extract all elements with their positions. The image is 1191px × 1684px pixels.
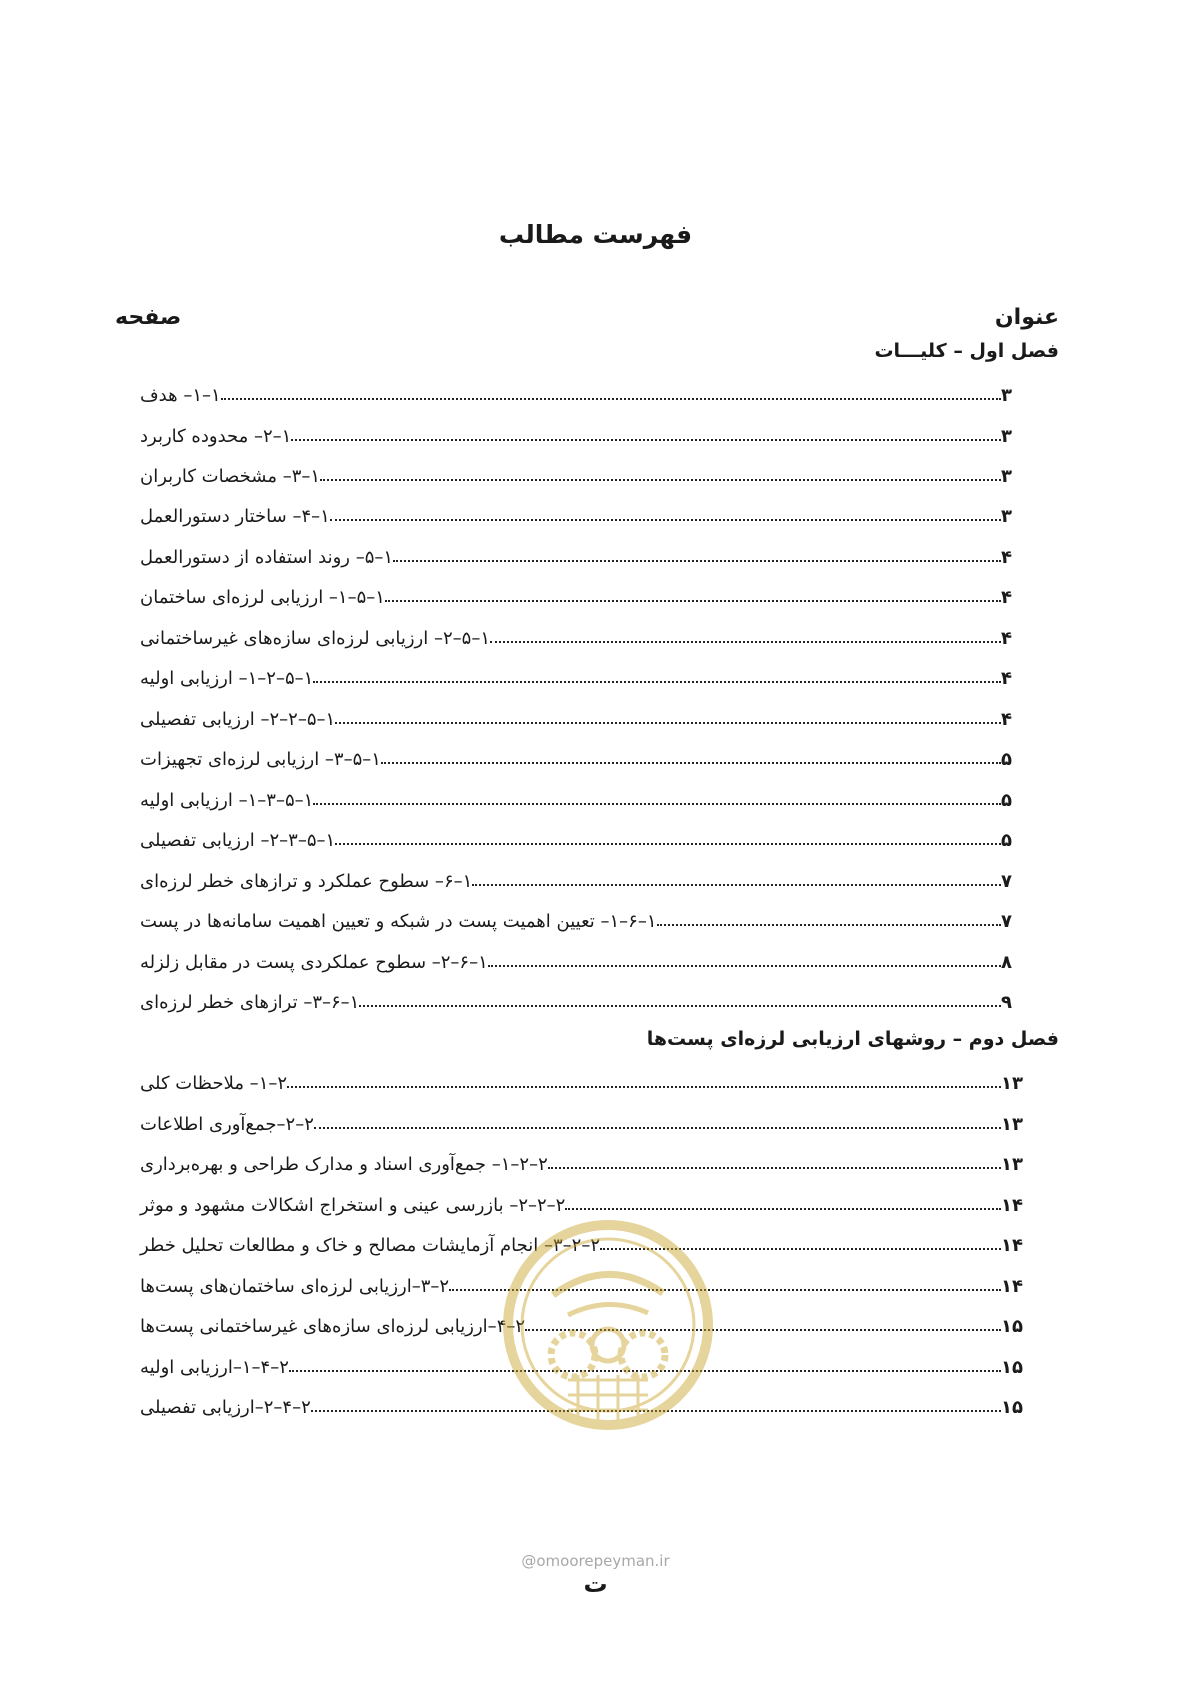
dot-leader (472, 884, 1001, 886)
toc-entry-title: ۲–۲–۱– جمع‌آوری اسناد و مدارک طراحی و بهره‌برداری (140, 1154, 548, 1175)
toc-entry (138, 1390, 1031, 1418)
toc-entry-page: ۱۳ (1001, 1154, 1023, 1175)
dot-leader (488, 965, 1001, 967)
toc-entry-title: ۱–۴– ساختار دستورالعمل (140, 506, 330, 527)
dot-leader (335, 722, 1001, 724)
toc-entry-title: ۱–۶–۱– تعیین اهمیت پست در شبکه و تعیین اهمیت سامانه‌ها در پست (140, 911, 657, 932)
toc-entry (138, 864, 1031, 892)
toc-entry-title: ۱–۶–۳– ترازهای خطر لرزه‌ای (140, 992, 360, 1013)
toc-entry-title: ۲–۴–ارزیابی لرزه‌ای سازه‌های غیرساختمانی پست‌ها (140, 1316, 526, 1337)
dot-leader (565, 1208, 1001, 1210)
toc-entry-page: ۳ (1001, 506, 1012, 527)
toc-entry-page: ۵ (1001, 749, 1012, 770)
toc-entry-page: ۱۳ (1001, 1073, 1023, 1094)
toc-entry-page: ۵ (1001, 830, 1012, 851)
dot-leader (320, 479, 1001, 481)
toc-entry-title: ۲–۲–۲– بازرسی عینی و استخراج اشکالات مشهود و موثر (140, 1195, 566, 1216)
toc-entry-title: ۱–۶– سطوح عملکرد و ترازهای خطر لرزه‌ای (140, 871, 473, 892)
toc-entry-page: ۴ (1001, 628, 1012, 649)
toc-entry-page: ۱۵ (1001, 1397, 1023, 1418)
toc-entry (138, 742, 1031, 770)
toc-entry-page: ۱۵ (1001, 1316, 1023, 1337)
dot-leader (314, 1127, 1001, 1129)
dot-leader (385, 600, 1001, 602)
toc-entry (138, 1350, 1031, 1378)
column-header-page: صفحه (115, 305, 182, 330)
toc-entry-page: ۱۴ (1001, 1276, 1023, 1297)
toc-entry (138, 499, 1031, 527)
toc-entry (138, 904, 1031, 932)
toc-entry-page: ۸ (1001, 952, 1012, 973)
dot-leader (313, 681, 1001, 683)
toc-entry-page: ۷ (1001, 911, 1012, 932)
toc-entry (138, 1147, 1031, 1175)
toc-entry (138, 1309, 1031, 1337)
toc-entry-title: ۱–۵–۳–۲– ارزیابی تفصیلی (140, 830, 336, 851)
toc-entry (138, 540, 1031, 568)
toc-entry-title: ۱–۵–۲–۱– ارزیابی اولیه (140, 668, 314, 689)
toc-entry-page: ۴ (1001, 709, 1012, 730)
toc-entry-page: ۱۵ (1001, 1357, 1023, 1378)
toc-entry-page: ۷ (1001, 871, 1012, 892)
chapter-heading: فصل اول – کلیـــات (874, 340, 1059, 362)
toc-entry-page: ۳ (1001, 466, 1012, 487)
toc-entry-title: ۲–۲–جمع‌آوری اطلاعات (140, 1114, 314, 1135)
toc-entry-title: ۱–۱– هدف (140, 385, 221, 406)
dot-leader (657, 924, 1001, 926)
toc-entry (138, 419, 1031, 447)
toc-entry-title: ۱–۵–۲– ارزیابی لرزه‌ای سازه‌های غیرساختمانی (140, 628, 490, 649)
toc-entry-page: ۴ (1001, 587, 1012, 608)
page-title: فهرست مطالب (498, 220, 693, 249)
dot-leader (449, 1289, 1001, 1291)
toc-entry-title: ۱–۵– روند استفاده از دستورالعمل (140, 547, 394, 568)
toc-entry (138, 661, 1031, 689)
dot-leader (311, 1410, 1001, 1412)
toc-entry-title: ۱–۵–۳–۱– ارزیابی اولیه (140, 790, 314, 811)
toc-entry-title: ۲–۱– ملاحظات کلی (140, 1073, 288, 1094)
toc-entry-title: ۲–۳–ارزیابی لرزه‌ای ساختمان‌های پست‌ها (140, 1276, 450, 1297)
toc-entry-title: ۲–۴–۲–ارزیابی تفصیلی (140, 1397, 311, 1418)
toc-entry-title: ۲–۴–۱–ارزیابی اولیه (140, 1357, 289, 1378)
dot-leader (393, 560, 1001, 562)
watermark-url: @omoorepeyman.ir (521, 1552, 670, 1570)
dot-leader (291, 439, 1001, 441)
toc-entry (138, 378, 1031, 406)
toc-entry-title: ۲–۲–۳– انجام آزمایشات مصالح و خاک و مطالعات تحلیل خطر (140, 1235, 600, 1256)
toc-entry-page: ۳ (1001, 426, 1012, 447)
toc-entry (138, 580, 1031, 608)
dot-leader (490, 641, 1001, 643)
toc-entry (138, 1066, 1031, 1094)
dot-leader (335, 843, 1001, 845)
toc-entry (138, 783, 1031, 811)
toc-entry (138, 1188, 1031, 1216)
toc-entry-page: ۱۴ (1001, 1195, 1023, 1216)
toc-entry (138, 985, 1031, 1013)
toc-entry (138, 823, 1031, 851)
dot-leader (221, 398, 1001, 400)
toc-entry-page: ۹ (1001, 992, 1012, 1013)
dot-leader (381, 762, 1001, 764)
toc-entry (138, 1107, 1031, 1135)
chapter-heading: فصل دوم – روشهای ارزیابی لرزه‌ای پست‌ها (646, 1028, 1059, 1050)
toc-entry-title: ۱–۵–۲–۲– ارزیابی تفصیلی (140, 709, 336, 730)
dot-leader (600, 1248, 1001, 1250)
dot-leader (359, 1005, 1001, 1007)
toc-entry (138, 702, 1031, 730)
dot-leader (525, 1329, 1001, 1331)
toc-entry-title: ۱–۵–۳– ارزیابی لرزه‌ای تجهیزات (140, 749, 381, 770)
dot-leader (287, 1086, 1001, 1088)
column-header-title: عنوان (994, 305, 1059, 330)
toc-entry-page: ۴ (1001, 668, 1012, 689)
toc-entry (138, 1228, 1031, 1256)
toc-entry (138, 1269, 1031, 1297)
dot-leader (313, 803, 1001, 805)
toc-entry-page: ۱۳ (1001, 1114, 1023, 1135)
toc-entry-page: ۵ (1001, 790, 1012, 811)
toc-entry-title: ۱–۲– محدوده کاربرد (140, 426, 292, 447)
dot-leader (289, 1370, 1001, 1372)
toc-entry-title: ۱–۳– مشخصات کاربران (140, 466, 321, 487)
toc-entry-page: ۳ (1001, 385, 1012, 406)
toc-entry (138, 945, 1031, 973)
toc-entry-page: ۴ (1001, 547, 1012, 568)
toc-entry (138, 621, 1031, 649)
toc-entry (138, 459, 1031, 487)
page-number: ت (583, 1570, 608, 1598)
toc-entry-title: ۱–۶–۲– سطوح عملکردی پست در مقابل زلزله (140, 952, 488, 973)
toc-entry-title: ۱–۵–۱– ارزیابی لرزه‌ای ساختمان (140, 587, 385, 608)
dot-leader (548, 1167, 1001, 1169)
toc-entry-page: ۱۴ (1001, 1235, 1023, 1256)
dot-leader (330, 519, 1001, 521)
